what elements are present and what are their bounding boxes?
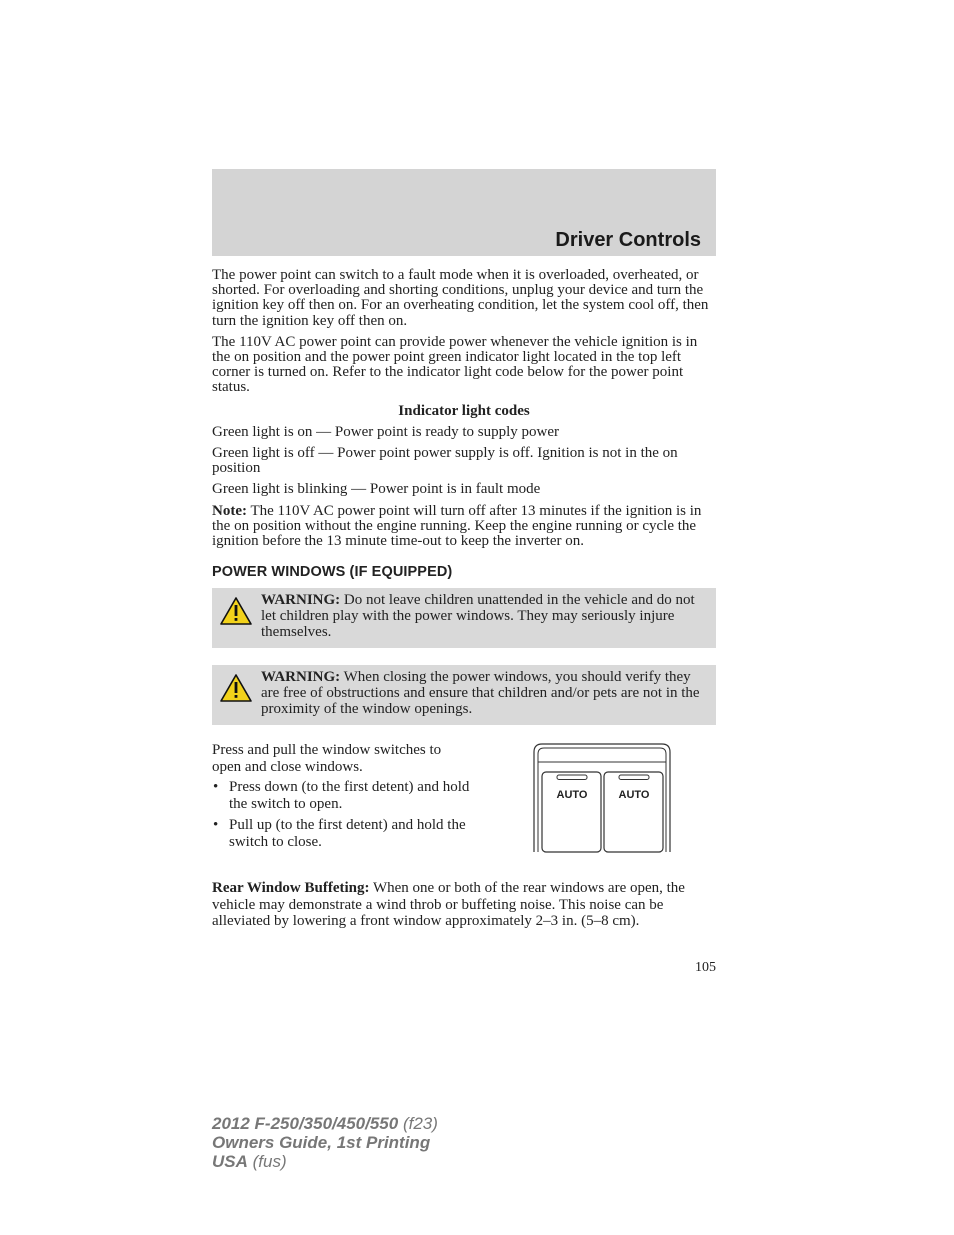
rear-buffeting-label: Rear Window Buffeting: xyxy=(212,880,370,897)
power-windows-heading: POWER WINDOWS (IF EQUIPPED) xyxy=(212,564,453,581)
rear-buffeting-text: When one or both of the rear windows are open, the vehicle may demonstrate a wind throb or buffeting noise. This noise can be alleviated by lowering a front window approximately 2–3 in. (5–8 cm). xyxy=(212,880,685,930)
warning-box xyxy=(212,665,716,725)
footer-line: Owners Guide, 1st Printing xyxy=(212,1133,431,1152)
page-content xyxy=(212,268,716,935)
warning-triangle-icon xyxy=(219,673,253,703)
page-number: 105 xyxy=(695,960,716,975)
list-item: • Pull up (to the first detent) and hold the switch to close. xyxy=(213,817,466,850)
note-label: Note: xyxy=(212,502,247,519)
rear-buffeting-paragraph xyxy=(212,880,716,929)
warning-triangle-icon xyxy=(219,596,253,626)
instruction-list xyxy=(212,779,474,850)
indicator-code: Green light is off — Power point power supply is off. Ignition is not in the on position xyxy=(212,445,678,477)
warning-label: WARNING: xyxy=(261,669,341,686)
warning-label: WARNING: xyxy=(261,592,341,609)
document-footer xyxy=(212,1114,438,1171)
note-text: The 110V AC power point will turn off after 13 minutes if the ignition is in the on position without the engine running. Keep the engine running or cycle the ignition before the 13 minute time-out to keep the inverter on. xyxy=(212,502,702,550)
header-band xyxy=(212,169,716,256)
intro-paragraph-2: The 110V AC power point can provide power whenever the vehicle ignition is in the on position and the power point green indicator light located in the top left corner is turned on. Refer to the indicator light code below for the power point status. xyxy=(212,333,698,396)
window-switch-illustration xyxy=(528,742,676,854)
bullet-icon: • xyxy=(213,779,219,796)
warning-text: When closing the power windows, you should verify they are free of obstructions and ensure that children and/or pets are not in the proximity of the window openings. xyxy=(261,669,700,718)
section-title: Driver Controls xyxy=(555,229,701,251)
auto-label: AUTO xyxy=(556,789,588,802)
warning-box xyxy=(212,588,716,648)
footer-line: USA (fus) xyxy=(212,1152,287,1171)
indicator-heading: Indicator light codes xyxy=(398,402,530,419)
list-item: • Press down (to the first detent) and hold the switch to open. xyxy=(213,779,470,812)
window-switch-intro: Press and pull the window switches to open and close windows. xyxy=(212,742,442,775)
indicator-code: Green light is blinking — Power point is in fault mode xyxy=(212,481,541,498)
bullet-icon: • xyxy=(213,817,219,834)
warning-text: Do not leave children unattended in the vehicle and do not let children play with the power windows. They may seriously injure themselves. xyxy=(261,592,695,641)
footer-line: 2012 F-250/350/450/550 (f23) xyxy=(212,1114,438,1133)
indicator-code: Green light is on — Power point is ready to supply power xyxy=(212,423,560,440)
window-switch-section xyxy=(212,742,716,878)
note-paragraph xyxy=(212,504,716,550)
auto-label: AUTO xyxy=(618,789,650,802)
window-switch-instructions xyxy=(212,742,474,855)
intro-paragraph-1: The power point can switch to a fault mode when it is overloaded, overheated, or shorted. For overloading and shorting conditions, unplug your device and turn the ignition key off then on. For an overheating condition, let the system cool off, then turn the ignition key off then on. xyxy=(212,267,709,329)
